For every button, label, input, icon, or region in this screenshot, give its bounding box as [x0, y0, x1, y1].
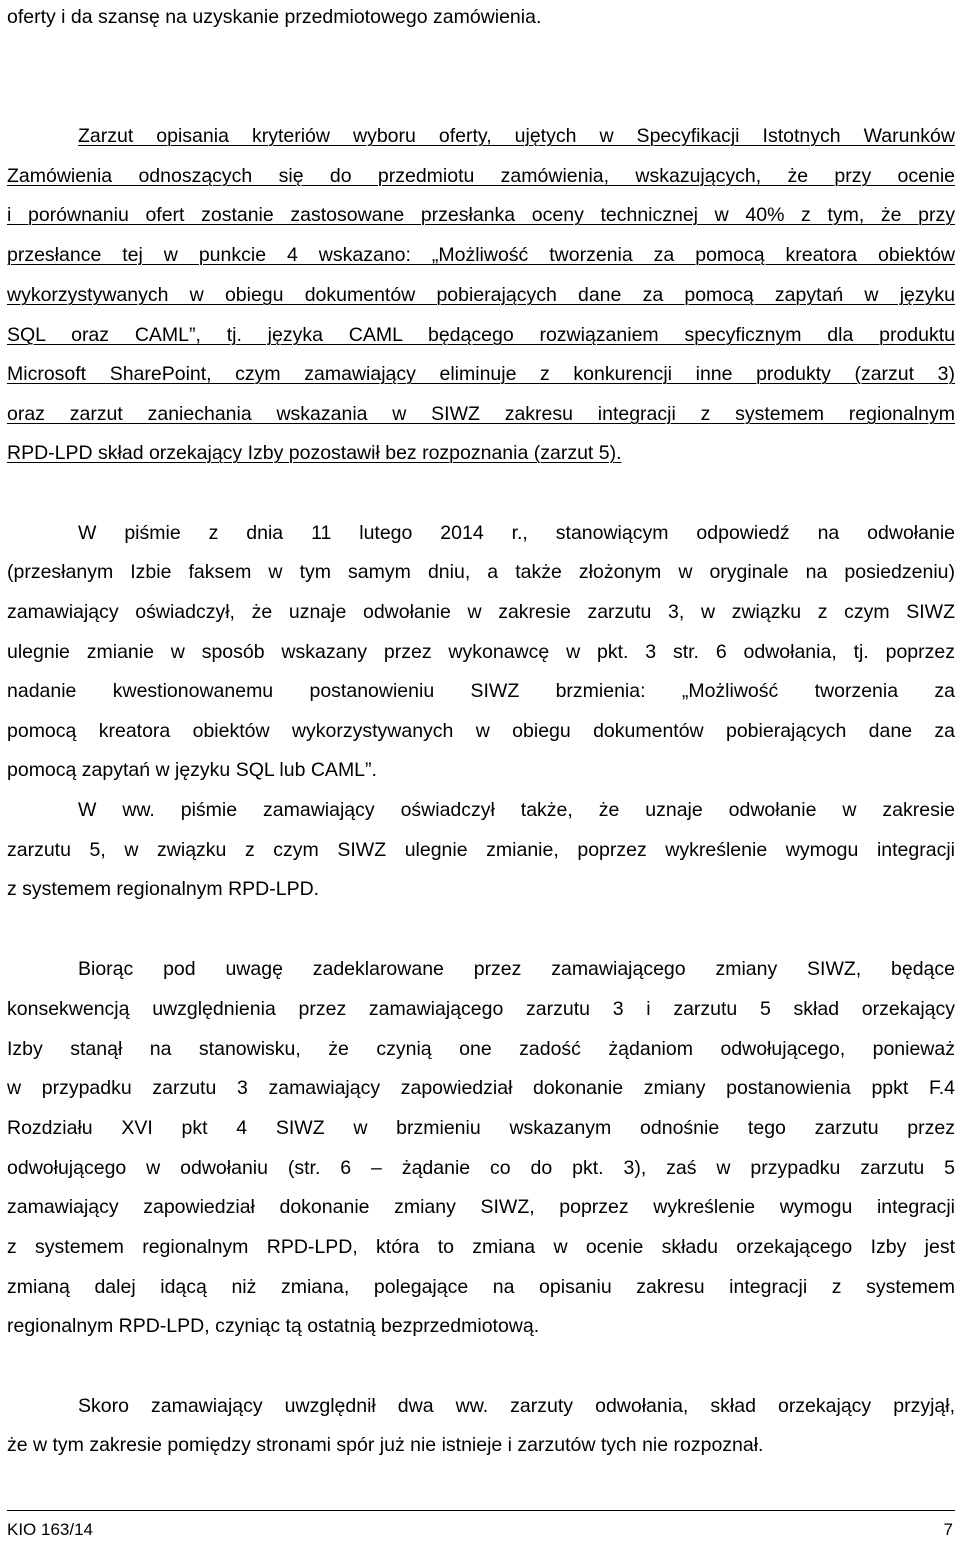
underlined-text: oraz zarzut zaniechania wskazania w SIWZ zakresu integracji z systemem regionalnym	[7, 403, 955, 425]
paragraph-line: z systemem regionalnym RPD-LPD, która to zmiana w ocenie składu orzekającego Izby jest	[7, 1236, 955, 1258]
paragraph-line: Izby stanął na stanowisku, że czynią one zadość żądaniom odwołującego, ponieważ	[7, 1038, 955, 1060]
underlined-text: Microsoft SharePoint, czym zamawiający eliminuje z konkurencji inne produkty (zarzut 3)	[7, 363, 955, 385]
paragraph-line	[7, 438, 955, 468]
paragraph-line: zamawiający zapowiedział dokonanie zmiany SIWZ, poprzez wykreślenie wymogu integracji	[7, 1196, 955, 1218]
paragraph-line	[7, 399, 955, 429]
paragraph-line: pomocą zapytań w języku SQL lub CAML”.	[7, 759, 377, 781]
underlined-text: Zamówienia odnoszących się do przedmiotu zamówienia, wskazujących, że przy ocenie	[7, 165, 955, 187]
underlined-text: Zarzut opisania kryteriów wyboru oferty, ujętych w Specyfikacji Istotnych Warunków	[78, 125, 955, 147]
paragraph-line: z systemem regionalnym RPD-LPD.	[7, 878, 320, 900]
paragraph-line: zamawiający oświadczył, że uznaje odwołanie w zakresie zarzutu 3, w związku z czym SIWZ	[7, 601, 955, 623]
underlined-text: SQL oraz CAML”, tj. języka CAML będącego rozwiązaniem specyficznym dla produktu	[7, 324, 955, 346]
paragraph-line	[7, 280, 955, 310]
paragraph-line: Skoro zamawiający uwzględnił dwa ww. zarzuty odwołania, skład orzekający przyjął,	[78, 1395, 955, 1417]
paragraph-line: nadanie kwestionowanemu postanowieniu SIWZ brzmienia: „Możliwość tworzenia za	[7, 680, 955, 702]
paragraph-line: konsekwencją uwzględnienia przez zamawiającego zarzutu 3 i zarzutu 5 skład orzekający	[7, 998, 955, 1020]
paragraph-line: Biorąc pod uwagę zadeklarowane przez zamawiającego zmiany SIWZ, będące	[78, 958, 955, 980]
paragraph-line: W ww. piśmie zamawiający oświadczył także, że uznaje odwołanie w zakresie	[78, 799, 955, 821]
paragraph-line	[7, 359, 955, 389]
underlined-text: wykorzystywanych w obiegu dokumentów pobierających dane za pomocą zapytań w języku	[7, 284, 955, 306]
paragraph-line: zmianą dalej idącą niż zmiana, polegające na opisaniu zakresu integracji z systemem	[7, 1276, 955, 1298]
paragraph-line: pomocą kreatora obiektów wykorzystywanych w obiegu dokumentów pobierających dane za	[7, 720, 955, 742]
paragraph-line: W piśmie z dnia 11 lutego 2014 r., stanowiącym odpowiedź na odwołanie	[78, 522, 955, 544]
paragraph-line	[7, 200, 955, 230]
footer-page-number: 7	[943, 1520, 953, 1539]
paragraph-line	[7, 320, 955, 350]
paragraph-line: zarzutu 5, w związku z czym SIWZ ulegnie zmianie, poprzez wykreślenie wymogu integracji	[7, 839, 955, 861]
underlined-text: RPD-LPD skład orzekający Izby pozostawił bez rozpoznania (zarzut 5).	[7, 442, 622, 464]
footer-case-number: KIO 163/14	[7, 1520, 94, 1539]
paragraph-line: oferty i da szansę na uzyskanie przedmiotowego zamówienia.	[7, 6, 542, 28]
paragraph-line	[7, 161, 955, 191]
paragraph-line: odwołującego w odwołaniu (str. 6 – żądanie co do pkt. 3), zaś w przypadku zarzutu 5	[7, 1157, 955, 1179]
underlined-text: przesłance tej w punkcie 4 wskazano: „Możliwość tworzenia za pomocą kreatora obiektów	[7, 244, 955, 266]
underlined-text: i porównaniu ofert zostanie zastosowane przesłanka oceny technicznej w 40% z tym, że przy	[7, 204, 955, 226]
paragraph-line: (przesłanym Izbie faksem w tym samym dniu, a także złożonym w oryginale na posiedzeniu)	[7, 561, 955, 583]
footer-divider	[7, 1510, 955, 1511]
paragraph-line: ulegnie zmianie w sposób wskazany przez wykonawcę w pkt. 3 str. 6 odwołania, tj. poprzez	[7, 641, 955, 663]
paragraph-line: regionalnym RPD-LPD, czyniąc tą ostatnią bezprzedmiotową.	[7, 1315, 540, 1337]
paragraph-line	[7, 240, 955, 270]
paragraph-line: że w tym zakresie pomiędzy stronami spór już nie istnieje i zarzutów tych nie rozpoznał.	[7, 1434, 764, 1456]
paragraph-line	[78, 121, 955, 151]
paragraph-line: w przypadku zarzutu 3 zamawiający zapowiedział dokonanie zmiany postanowienia ppkt F.4	[7, 1077, 955, 1099]
paragraph-line: Rozdziału XVI pkt 4 SIWZ w brzmieniu wskazanym odnośnie tego zarzutu przez	[7, 1117, 955, 1139]
